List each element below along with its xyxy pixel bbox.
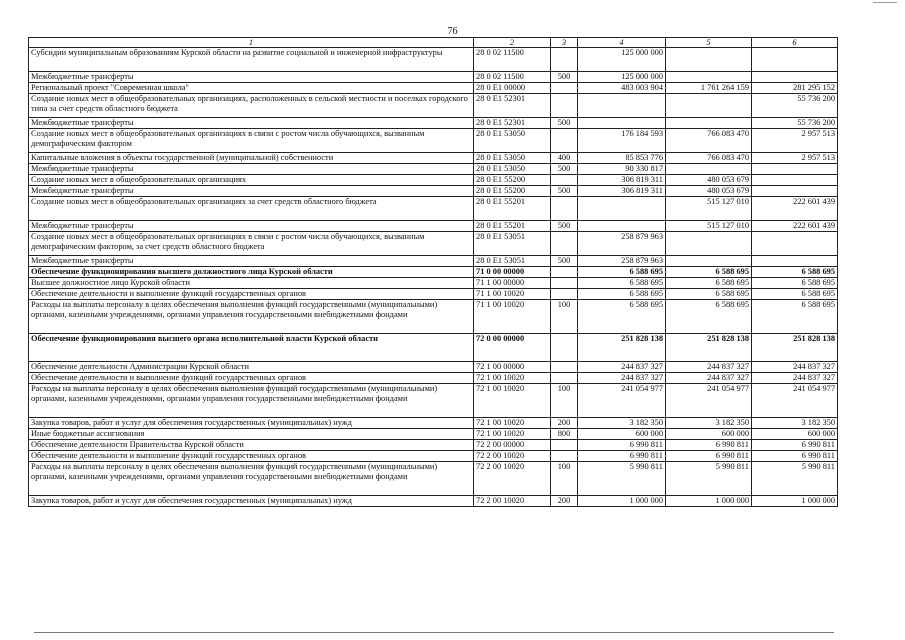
row-amount-1-cell [578,118,666,129]
row-amount-1-cell: 125 000 000 [578,48,666,72]
row-amount-2-cell: 244 837 327 [666,362,752,373]
page-number: 76 [447,26,458,37]
table-row [29,164,838,175]
row-amount-3-cell: 241 054 977 [752,384,838,418]
row-name-cell: Обеспечение деятельности Правительства Курской области [29,440,474,451]
row-amount-1-cell: 1 000 000 [578,496,666,507]
row-amount-3-cell: 6 588 695 [752,300,838,334]
row-amount-2-cell: 480 053 679 [666,175,752,186]
row-code-cell: 71 1 00 00000 [474,278,551,289]
row-amount-2-cell [666,256,752,267]
row-vr-cell [551,175,578,186]
row-vr-cell: 800 [551,429,578,440]
table-row [29,221,838,232]
row-vr-cell: 500 [551,164,578,175]
row-code-cell: 72 2 00 10020 [474,496,551,507]
row-amount-1-cell: 241 054 977 [578,384,666,418]
row-amount-2-cell: 6 588 695 [666,300,752,334]
row-code-cell: 28 0 E1 53050 [474,153,551,164]
row-code-cell: 28 0 E1 55201 [474,221,551,232]
row-amount-3-cell: 3 182 350 [752,418,838,429]
row-name-cell: Межбюджетные трансферты [29,164,474,175]
row-vr-cell [551,373,578,384]
table-row [29,72,838,83]
table-row [29,300,838,334]
row-amount-1-cell: 306 819 311 [578,186,666,197]
row-amount-2-cell [666,94,752,118]
row-code-cell: 28 0 E1 55200 [474,186,551,197]
table-row [29,384,838,418]
row-amount-3-cell: 55 736 200 [752,94,838,118]
column-header-5: 5 [666,38,752,48]
row-amount-3-cell: 6 588 695 [752,278,838,289]
table-row [29,175,838,186]
row-amount-3-cell: 600 000 [752,429,838,440]
row-amount-1-cell: 251 828 138 [578,334,666,362]
row-code-cell: 28 0 E1 53051 [474,256,551,267]
table-row [29,289,838,300]
row-amount-1-cell: 6 588 695 [578,300,666,334]
table-row [29,267,838,278]
row-name-cell: Расходы на выплаты персоналу в целях обеспечения выполнения функций государственными (муниципальными) органами, казенными учреждениями, органами управления государственными внебюджетными фондами [29,300,474,334]
table-row [29,496,838,507]
table-row [29,186,838,197]
row-amount-1-cell: 176 184 593 [578,129,666,153]
row-name-cell: Капитальные вложения в объекты государственной (муниципальной) собственности [29,153,474,164]
row-amount-2-cell: 6 588 695 [666,278,752,289]
row-amount-3-cell: 222 601 439 [752,221,838,232]
row-name-cell: Иные бюджетные ассигнования [29,429,474,440]
row-amount-3-cell: 1 000 000 [752,496,838,507]
row-amount-2-cell: 480 053 679 [666,186,752,197]
row-name-cell: Расходы на выплаты персоналу в целях обеспечения выполнения функций государственными (муниципальными) органами, казенными учреждениями, органами управления государственными внебюджетными фондами [29,462,474,496]
row-code-cell: 71 1 00 10020 [474,289,551,300]
row-vr-cell [551,83,578,94]
row-amount-3-cell [752,232,838,256]
row-amount-1-cell: 85 853 776 [578,153,666,164]
row-amount-3-cell: 2 957 513 [752,129,838,153]
footer-rule [34,632,834,633]
table-row [29,451,838,462]
row-code-cell: 28 0 E1 53050 [474,129,551,153]
row-name-cell: Межбюджетные трансферты [29,72,474,83]
row-code-cell: 72 1 00 10020 [474,429,551,440]
table-row [29,362,838,373]
row-vr-cell [551,232,578,256]
row-code-cell: 72 1 00 10020 [474,384,551,418]
row-amount-3-cell: 6 588 695 [752,289,838,300]
row-vr-cell [551,129,578,153]
table-row [29,440,838,451]
row-name-cell: Обеспечение функционирования высшего органа исполнительной власти Курской области [29,334,474,362]
column-header-6: 6 [752,38,838,48]
row-amount-3-cell: 6 990 811 [752,440,838,451]
row-vr-cell: 500 [551,186,578,197]
row-amount-2-cell [666,164,752,175]
table-row [29,197,838,221]
row-amount-2-cell: 515 127 010 [666,221,752,232]
row-name-cell: Обеспечение деятельности и выполнение функций государственных органов [29,451,474,462]
row-vr-cell [551,440,578,451]
row-amount-3-cell: 244 837 327 [752,373,838,384]
row-code-cell: 72 2 00 10020 [474,451,551,462]
row-amount-1-cell [578,197,666,221]
row-name-cell: Межбюджетные трансферты [29,186,474,197]
row-name-cell: Региональный проект "Современная школа" [29,83,474,94]
row-code-cell: 71 1 00 10020 [474,300,551,334]
row-name-cell: Субсидии муниципальным образованиям Курской области на развитие социальной и инженерной инфраструктуры [29,48,474,72]
row-code-cell: 71 0 00 00000 [474,267,551,278]
table-row [29,153,838,164]
row-amount-2-cell: 515 127 010 [666,197,752,221]
row-amount-2-cell: 6 588 695 [666,267,752,278]
row-amount-2-cell [666,232,752,256]
row-name-cell: Обеспечение функционирования высшего должностного лица Курской области [29,267,474,278]
row-amount-3-cell: 5 990 811 [752,462,838,496]
row-name-cell: Создание новых мест в общеобразовательных организациях [29,175,474,186]
table-row [29,429,838,440]
row-vr-cell: 400 [551,153,578,164]
row-amount-1-cell: 5 990 811 [578,462,666,496]
row-amount-1-cell [578,94,666,118]
row-vr-cell: 500 [551,256,578,267]
row-amount-3-cell: 281 295 152 [752,83,838,94]
row-vr-cell: 200 [551,496,578,507]
row-code-cell: 28 0 E1 52301 [474,94,551,118]
row-name-cell: Межбюджетные трансферты [29,256,474,267]
row-name-cell: Создание новых мест в общеобразовательных организациях в связи с ростом числа обучающихся, вызванным демографическим фактором, за счет средств областного бюджета [29,232,474,256]
row-amount-2-cell: 244 837 327 [666,373,752,384]
row-amount-1-cell: 6 588 695 [578,278,666,289]
row-name-cell: Расходы на выплаты персоналу в целях обеспечения выполнения функций государственными (муниципальными) органами, казенными учреждениями, органами управления государственными внебюджетными фондами [29,384,474,418]
row-amount-2-cell: 6 990 811 [666,451,752,462]
row-name-cell: Обеспечение деятельности и выполнение функций государственных органов [29,373,474,384]
row-vr-cell: 500 [551,118,578,129]
row-amount-2-cell: 251 828 138 [666,334,752,362]
row-name-cell: Обеспечение деятельности и выполнение функций государственных органов [29,289,474,300]
row-amount-3-cell: 251 828 138 [752,334,838,362]
row-amount-2-cell: 1 761 264 159 [666,83,752,94]
row-amount-1-cell: 306 819 311 [578,175,666,186]
row-amount-1-cell: 6 990 811 [578,440,666,451]
row-amount-3-cell [752,48,838,72]
budget-table-body [29,38,838,507]
column-number-row [29,38,838,48]
table-row [29,278,838,289]
row-name-cell: Межбюджетные трансферты [29,118,474,129]
row-amount-1-cell: 3 182 350 [578,418,666,429]
row-amount-3-cell [752,72,838,83]
row-code-cell: 28 0 02 11500 [474,48,551,72]
row-amount-3-cell: 6 990 811 [752,451,838,462]
row-code-cell: 72 2 00 10020 [474,462,551,496]
row-amount-2-cell: 600 000 [666,429,752,440]
row-vr-cell [551,362,578,373]
budget-table [28,37,838,507]
row-amount-3-cell: 6 588 695 [752,267,838,278]
row-name-cell: Закупка товаров, работ и услуг для обеспечения государственных (муниципальных) нужд [29,496,474,507]
row-code-cell: 72 1 00 10020 [474,418,551,429]
row-amount-2-cell: 6 990 811 [666,440,752,451]
row-vr-cell [551,197,578,221]
row-vr-cell [551,289,578,300]
row-name-cell: Межбюджетные трансферты [29,221,474,232]
row-amount-1-cell: 125 000 000 [578,72,666,83]
row-code-cell: 72 0 00 00000 [474,334,551,362]
row-code-cell: 72 2 00 00000 [474,440,551,451]
row-name-cell: Создание новых мест в общеобразовательных организациях, расположенных в сельской местности и поселках городского типа за счет средств областного бюджета [29,94,474,118]
row-code-cell: 28 0 02 11500 [474,72,551,83]
table-row [29,118,838,129]
row-vr-cell: 100 [551,384,578,418]
row-code-cell: 28 0 E1 00000 [474,83,551,94]
row-name-cell: Создание новых мест в общеобразовательных организациях за счет средств областного бюджета [29,197,474,221]
row-amount-1-cell: 258 879 963 [578,256,666,267]
row-amount-3-cell [752,175,838,186]
page-corner-mark [873,2,897,3]
row-amount-2-cell [666,72,752,83]
row-vr-cell: 100 [551,300,578,334]
row-amount-2-cell: 241 054 977 [666,384,752,418]
row-vr-cell: 200 [551,418,578,429]
row-name-cell: Обеспечение деятельности Администрации Курской области [29,362,474,373]
row-code-cell: 28 0 E1 55200 [474,175,551,186]
table-row [29,129,838,153]
row-code-cell: 28 0 E1 53050 [474,164,551,175]
table-row [29,83,838,94]
row-amount-1-cell: 90 330 817 [578,164,666,175]
row-vr-cell [551,334,578,362]
row-code-cell: 72 1 00 10020 [474,373,551,384]
table-row [29,256,838,267]
row-amount-3-cell [752,164,838,175]
row-vr-cell [551,278,578,289]
table-row [29,334,838,362]
row-vr-cell: 500 [551,72,578,83]
column-header-3: 3 [551,38,578,48]
table-row [29,94,838,118]
row-amount-1-cell: 6 588 695 [578,289,666,300]
row-vr-cell [551,48,578,72]
row-amount-2-cell [666,118,752,129]
column-header-1: 1 [29,38,474,48]
row-amount-1-cell: 483 003 904 [578,83,666,94]
row-amount-2-cell: 3 182 350 [666,418,752,429]
row-amount-2-cell: 766 083 470 [666,129,752,153]
row-amount-3-cell [752,256,838,267]
row-amount-3-cell: 244 837 327 [752,362,838,373]
row-name-cell: Создание новых мест в общеобразовательных организациях в связи с ростом числа обучающихся, вызванным демографическим фактором [29,129,474,153]
row-amount-2-cell: 6 588 695 [666,289,752,300]
row-name-cell: Высшее должностное лицо Курской области [29,278,474,289]
row-amount-1-cell: 6 990 811 [578,451,666,462]
row-name-cell: Закупка товаров, работ и услуг для обеспечения государственных (муниципальных) нужд [29,418,474,429]
row-amount-1-cell: 244 837 327 [578,373,666,384]
row-code-cell: 72 1 00 00000 [474,362,551,373]
row-amount-3-cell: 55 736 200 [752,118,838,129]
row-code-cell: 28 0 E1 55201 [474,197,551,221]
row-amount-3-cell: 2 957 513 [752,153,838,164]
row-amount-1-cell: 258 879 963 [578,232,666,256]
row-amount-1-cell: 600 000 [578,429,666,440]
row-vr-cell: 500 [551,221,578,232]
row-amount-2-cell: 5 990 811 [666,462,752,496]
row-amount-2-cell [666,48,752,72]
row-vr-cell [551,451,578,462]
row-vr-cell [551,94,578,118]
row-code-cell: 28 0 E1 52301 [474,118,551,129]
table-row [29,418,838,429]
table-row [29,48,838,72]
column-header-2: 2 [474,38,551,48]
row-amount-3-cell [752,186,838,197]
row-amount-1-cell [578,221,666,232]
row-amount-2-cell: 766 083 470 [666,153,752,164]
row-amount-1-cell: 244 837 327 [578,362,666,373]
row-vr-cell [551,267,578,278]
row-amount-1-cell: 6 588 695 [578,267,666,278]
row-vr-cell: 100 [551,462,578,496]
table-row [29,373,838,384]
table-row [29,232,838,256]
row-code-cell: 28 0 E1 53051 [474,232,551,256]
column-header-4: 4 [578,38,666,48]
row-amount-2-cell: 1 000 000 [666,496,752,507]
table-row [29,462,838,496]
row-amount-3-cell: 222 601 439 [752,197,838,221]
